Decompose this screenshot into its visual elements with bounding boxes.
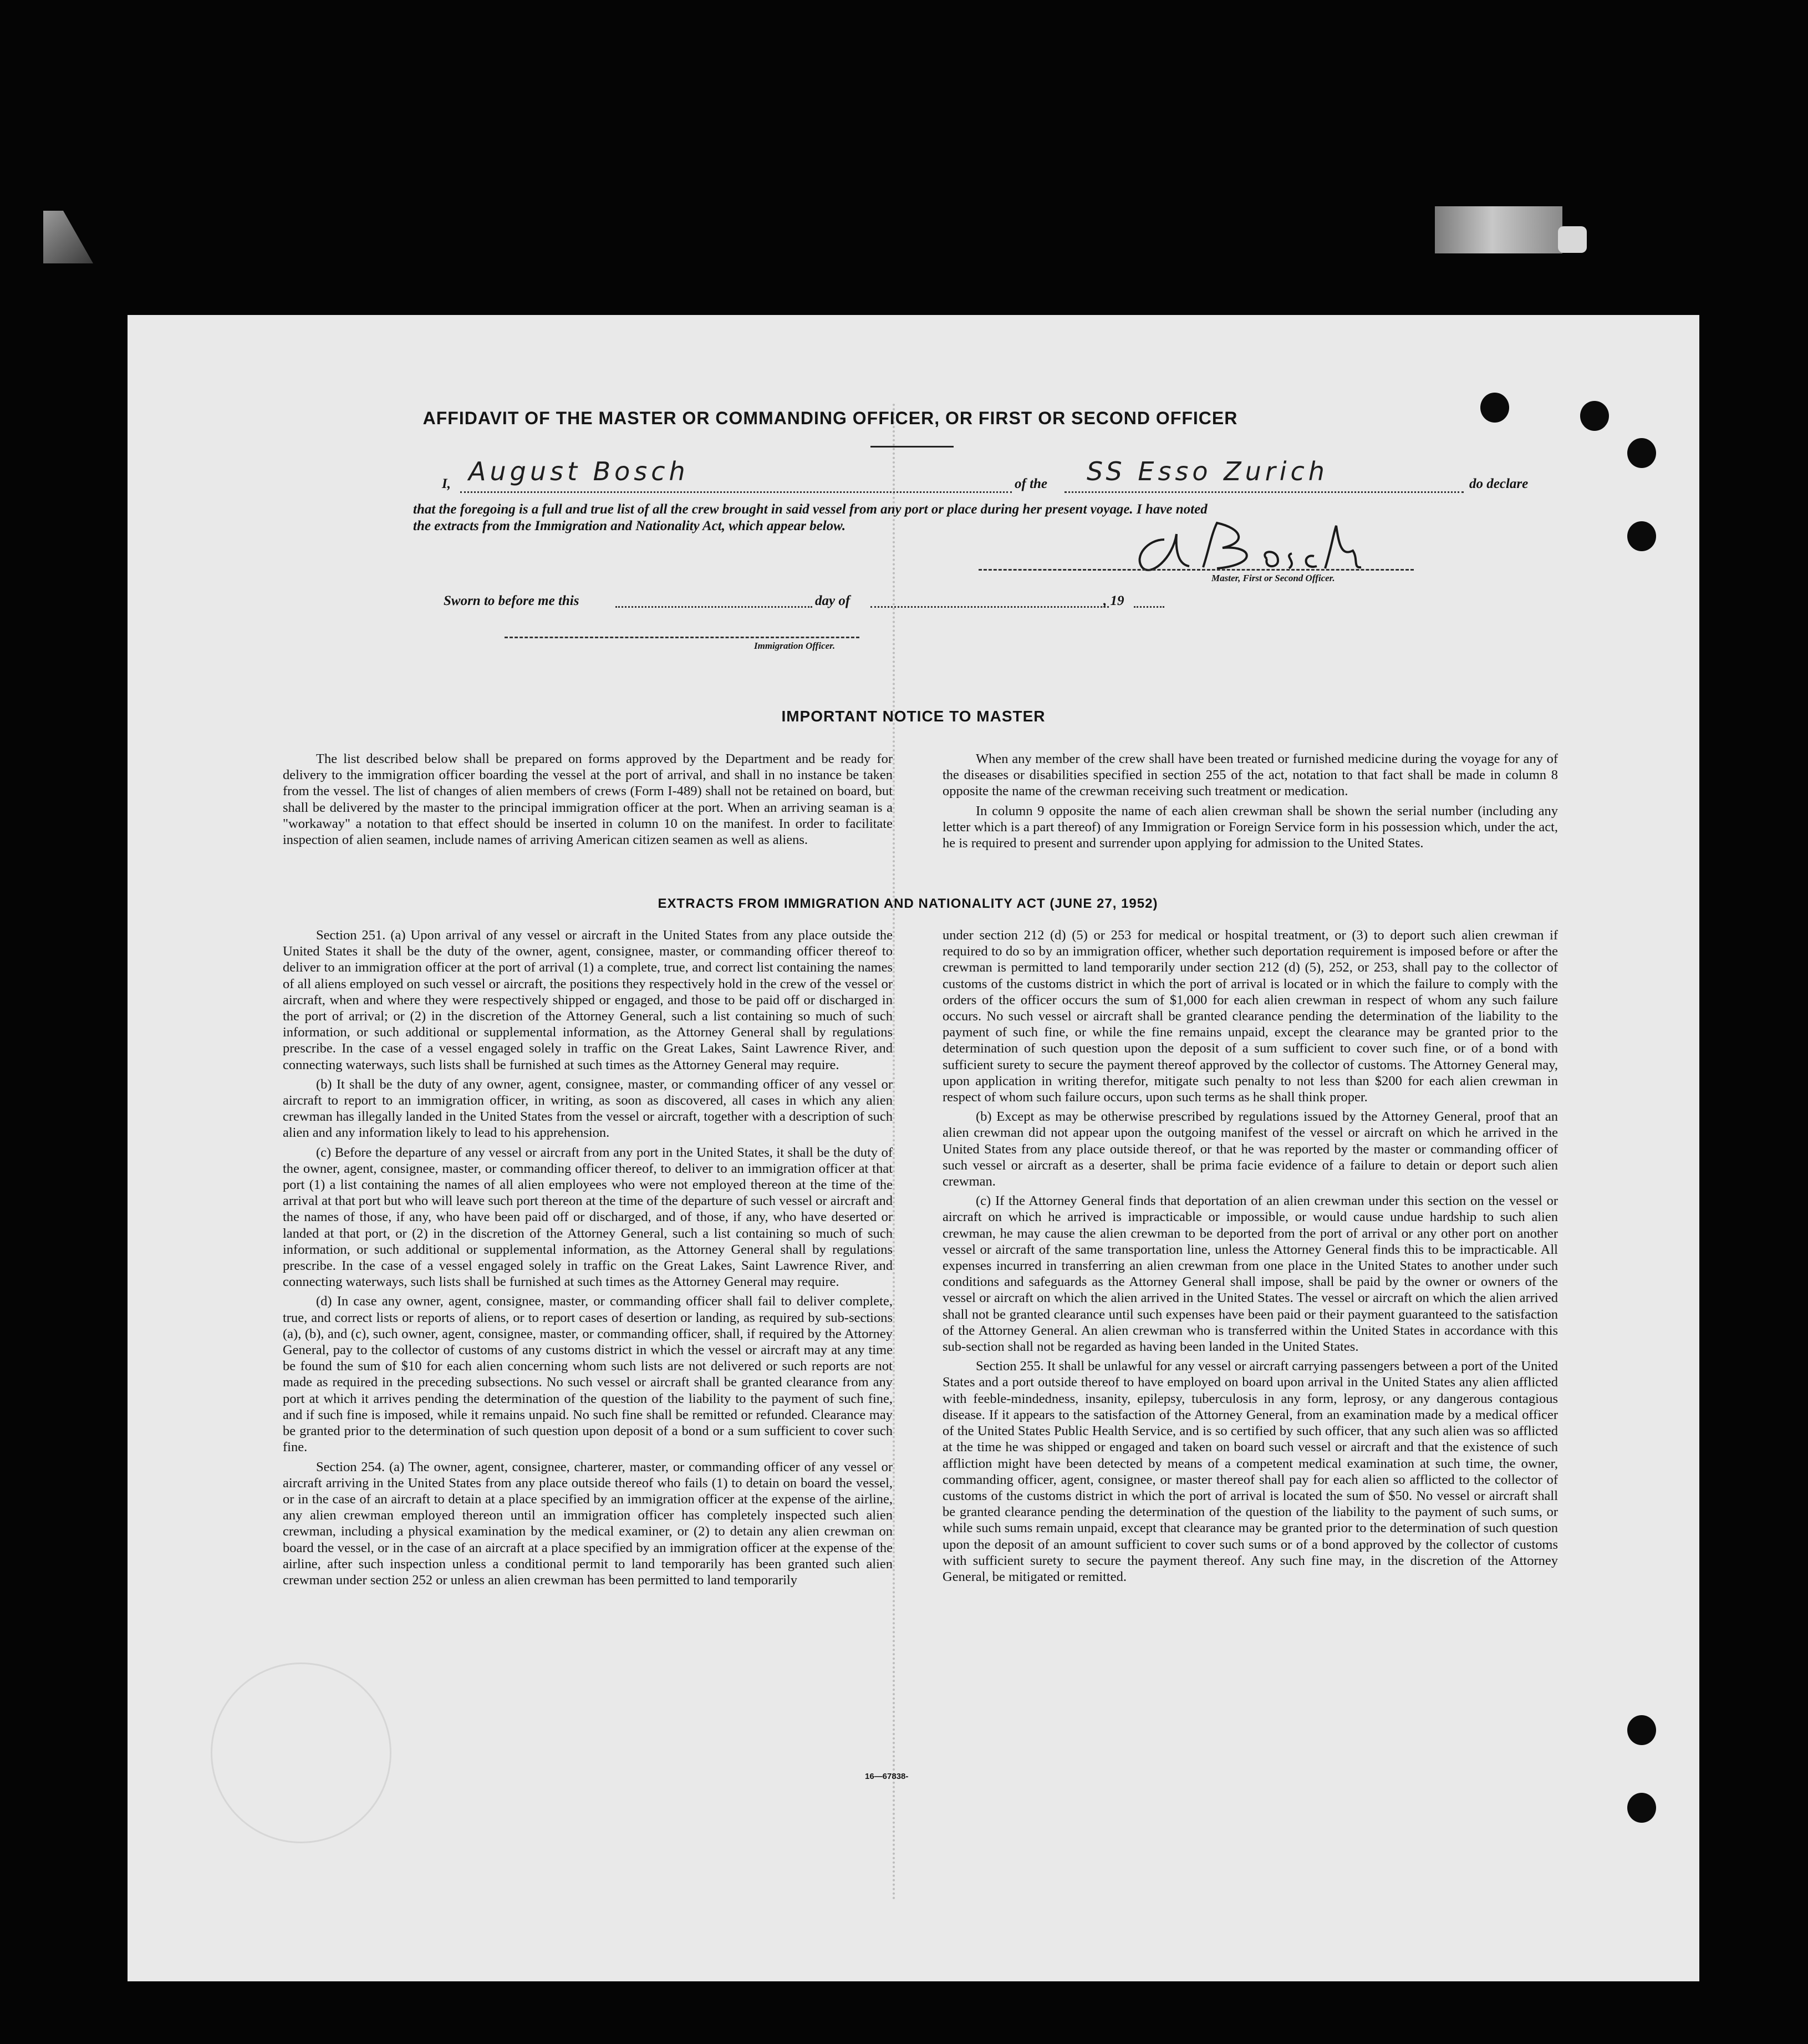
document-page xyxy=(128,315,1699,1981)
vessel-name: SS Esso Zurich xyxy=(1087,456,1328,486)
notice-right-paragraph-1: When any member of the crew shall have been treated or furnished medicine during the voyage for any of the diseases or disabilities specified in section 255 of the act, notation to that fact shall be made in column 8 opposite the name of the crewman receiving such treatment or medication. xyxy=(943,751,1558,799)
vessel-name-line xyxy=(1065,491,1464,493)
scan-tab-left xyxy=(43,211,93,263)
extract-section-251d: (d) In case any owner, agent, consignee, master, or commanding officer shall fail to deliver complete, true, and correct lists or reports of aliens, or to report cases of desertion or landing, as required by sub-sections (a), (b), and (c), such owner, agent, consignee, master, or commanding officer, shall, if required by the Attorney General, pay to the collector of customs of any customs district in which the vessel or aircraft may at any time be found the sum of $10 for each alien concerning whom such lists are not delivered or such reports are not made as required in the preceding subsections. No such vessel or aircraft shall be granted clearance from any port at which it arrives pending the determination of the question of the liability to the payment of such fine, and if such fine is imposed, while it remains unpaid. No such fine shall be remitted or refunded. Clearance may be granted prior to the determination of such question upon deposit of a bond or a sum sufficient to cover such fine. xyxy=(283,1294,893,1455)
notice-title: IMPORTANT NOTICE TO MASTER xyxy=(781,708,1046,725)
notice-left-column xyxy=(283,751,893,848)
signature-line xyxy=(979,569,1414,571)
officer-signature-line xyxy=(505,637,859,638)
extract-section-254c: (c) If the Attorney General finds that deportation of an alien crewman under this section on the vessel or aircraft on which he arrived is impracticable or impossible, or would cause undue hardship to such alien crewman, he may cause the alien crewman to be deported from the port of arrival or any other port on another vessel or aircraft of the same transportation line, unless the Attorney General finds this to be impracticable. All expenses incurred in transferring an alien crewman from one place in the United States to another under such conditions and safeguards as the Attorney General shall impose, shall be paid by the owner or owners of the vessel or aircraft on which the alien arrived in the United States. The vessel or aircraft on which the alien arrived shall not be granted clearance until such expenses have been paid or their payment guaranteed to the satisfaction of the Attorney General. An alien crewman who is transferred within the United States in accordance with this sub-section shall not be regarded as having been landed in the United States. xyxy=(943,1193,1558,1355)
extract-section-251a: Section 251. (a) Upon arrival of any vessel or aircraft in the United States from any place outside the United States it shall be the duty of the owner, agent, consignee, master, or commanding officer thereof to deliver to an immigration officer at the port of arrival (1) a complete, true, and correct list containing the names of all aliens employed on such vessel or aircraft, the positions they respectively hold in the crew of the vessel or aircraft, when and where they were respectively shipped or engaged, and those to be paid off or discharged in the port of arrival; or (2) in the discretion of the Attorney General, such a list containing so much of such information, or such additional or supplemental information, as the Attorney General shall by regulations prescribe. In the case of a vessel engaged solely in traffic on the Great Lakes, Saint Lawrence River, and connecting waterways, such lists shall be furnished at such times as the Attorney General may require. xyxy=(283,928,893,1072)
extracts-right-column xyxy=(943,927,1558,1585)
title-rule xyxy=(870,446,954,448)
extracts-left-column xyxy=(283,927,893,1588)
extract-section-251c: (c) Before the departure of any vessel or aircraft from any port in the United States, it shall be the duty of the owner, agent, consignee, master, or commanding officer thereof, to deliver to an immigration officer at that port (1) a list containing the names of all alien employees who were not employed thereon at the time of the arrival at that port but who will leave such port thereon at the time of the departure of such vessel or aircraft and the names of those, if any, who have been paid off or discharged, and of those, if any, who have deserted or landed at that port, or (2) in the discretion of the Attorney General, such a list containing so much of such information, or such additional or supplemental information, as the Attorney General shall by regulations prescribe. In the case of a vessel engaged solely in traffic on the Great Lakes, Saint Lawrence River, and connecting waterways, such lists shall be furnished at such times as the Attorney General may require. xyxy=(283,1145,893,1290)
sworn-day-of: day of xyxy=(815,593,850,608)
notice-right-column xyxy=(943,751,1558,851)
officer-caption: Immigration Officer. xyxy=(754,640,836,651)
master-caption: Master, First or Second Officer. xyxy=(1211,573,1335,583)
affidavit-title: AFFIDAVIT OF THE MASTER OR COMMANDING OFFICER, OR FIRST OR SECOND OFFICER xyxy=(422,408,1238,428)
notice-right-paragraph-2: In column 9 opposite the name of each alien crewman shall be shown the serial number (including any letter which is a part thereof) of any Immigration or Foreign Service form in his possession which, under the act, he is required to present and surrender upon applying for admission to the United States. xyxy=(943,803,1558,851)
extract-section-254b: (b) Except as may be otherwise prescribed by regulations issued by the Attorney General, proof that an alien crewman did not appear upon the outgoing manifest of the vessel or aircraft on which he arrived in the United States from any place outside thereof, or that he was reported by the master or commanding officer of such vessel or aircraft as a deserter, shall be prima facie evidence of a failure to detain or deport such alien crewman. xyxy=(943,1109,1558,1189)
declaration-statement-1: that the foregoing is a full and true list of all the crew brought in said vessel from any port or place during her present voyage. I have noted xyxy=(413,502,1208,517)
declaration-of-the: of the xyxy=(1015,476,1048,491)
sworn-year: , 19 xyxy=(1103,593,1124,608)
extract-section-254a: Section 254. (a) The owner, agent, consignee, charterer, master, or commanding officer of any vessel or aircraft arriving in the United States from any place outside thereof who fails (1) to detain on board the vessel, or in the case of an aircraft to detain at a place specified by an immigration officer at the expense of the airline, any alien crewman employed thereon until an immigration officer has completely inspected such alien crewman, including a physical examination by the medical examiner, or (2) to detain any alien crewman on board the vessel, or in the case of an aircraft at a place specified by an immigration officer at the expense of the airline, after such inspection unless a conditional permit to land temporarily has been granted such alien crewman under section 252 or unless an alien crewman has been permitted to land temporarily xyxy=(283,1459,893,1588)
master-name: August Bosch xyxy=(468,456,689,486)
declaration-statement-2: the extracts from the Immigration and Nationality Act, which appear below. xyxy=(413,518,846,533)
document-content xyxy=(128,315,1699,1981)
extract-section-255: Section 255. It shall be unlawful for any vessel or aircraft carrying passengers between a port of the United States and a port outside thereof to have employed on board upon arrival in the United States any alien afflicted with feeble-mindedness, insanity, epilepsy, tuberculosis in any form, leprosy, or any dangerous contagious disease. If it appears to the satisfaction of the Attorney General, from an examination made by a medical officer of the United States Public Health Service, and is so certified by such officer, that any such alien was so afflicted at the time he was shipped or engaged and taken on board such vessel or aircraft and that the existence of such affliction might have been detected by means of a competent medical examination at such time, the owner, commanding officer, agent, consignee, or master thereof shall pay for each alien so afflicted to the collector of customs of the customs district in which the port of arrival is located the sum of $50. No vessel or aircraft shall be granted clearance pending the determination of the question of the liability to the payment of such sums, or while such sums remain unpaid, except that clearance may be granted prior to the determination of such question upon the deposit of an amount sufficient to cover such sums or of a bond approved by the collector of customs with sufficient surety to secure the payment thereof. Any such fine may, in the discretion of the Attorney General, be mitigated or remitted. xyxy=(943,1359,1558,1584)
extract-section-254a-cont: under section 212 (d) (5) or 253 for medical or hospital treatment, or (3) to deport such alien crewman if required to do so by an immigration officer, whether such deportation requirement is imposed before or after the crewman is permitted to land temporarily under section 212 (d) (5), 252, or 253, shall pay to the collector of customs of the customs district in which the port of arrival is located or in which the failure to comply with the orders of the officer occurs the sum of $1,000 for each alien crewman in respect of whom any such failure occurs. No such vessel or aircraft shall be granted clearance pending the determination of the liability to the payment of such fine, or while the fine remains unpaid, except the clearance may be granted prior to the determination of such question upon the deposit of a sum sufficient to cover such fine, or of a bond with sufficient surety to secure the payment thereof approved by the collector of customs. The Attorney General may, upon application in writing therefor, mitigate such penalty to not less than $200 for each alien crewman in respect of whom such failure occurs, upon such terms as he shall think proper. xyxy=(943,928,1558,1105)
declaration-prefix: I, xyxy=(442,476,451,491)
master-name-line xyxy=(460,491,1012,493)
print-code: 16—67838- xyxy=(865,1772,909,1781)
extracts-title: EXTRACTS FROM IMMIGRATION AND NATIONALITY ACT (JUNE 27, 1952) xyxy=(658,896,1158,911)
notice-left-paragraph: The list described below shall be prepared on forms approved by the Department and be ready for delivery to the immigration officer boarding the vessel at the port of arrival, and shall in no instance be taken from the vessel. The list of changes of alien members of crews (Form I-489) shall not be retained on board, but shall be delivered by the master to the principal immigration officer at the port. When an arriving seaman is a "workaway" a notation to that effect should be inserted in column 10 on the manifest. In order to facilitate inspection of alien seamen, include names of arriving American citizen seamen as well as aliens. xyxy=(283,751,893,848)
sworn-month-line xyxy=(870,606,1109,608)
scan-tab-right xyxy=(1435,206,1562,253)
extract-section-251b: (b) It shall be the duty of any owner, agent, consignee, master, or commanding officer of any vessel or aircraft to report to an immigration officer, in writing, as soon as discovered, all cases in which any alien crewman has illegally landed in the United States from the vessel or aircraft, together with a description of such alien and any information likely to lead to his apprehension. xyxy=(283,1076,893,1141)
scan-tab-right-mark xyxy=(1558,226,1587,253)
sworn-day-line xyxy=(615,606,812,608)
declaration-do-declare: do declare xyxy=(1469,476,1529,491)
sworn-year-line xyxy=(1134,606,1164,608)
sworn-prefix: Sworn to before me this xyxy=(444,593,579,608)
